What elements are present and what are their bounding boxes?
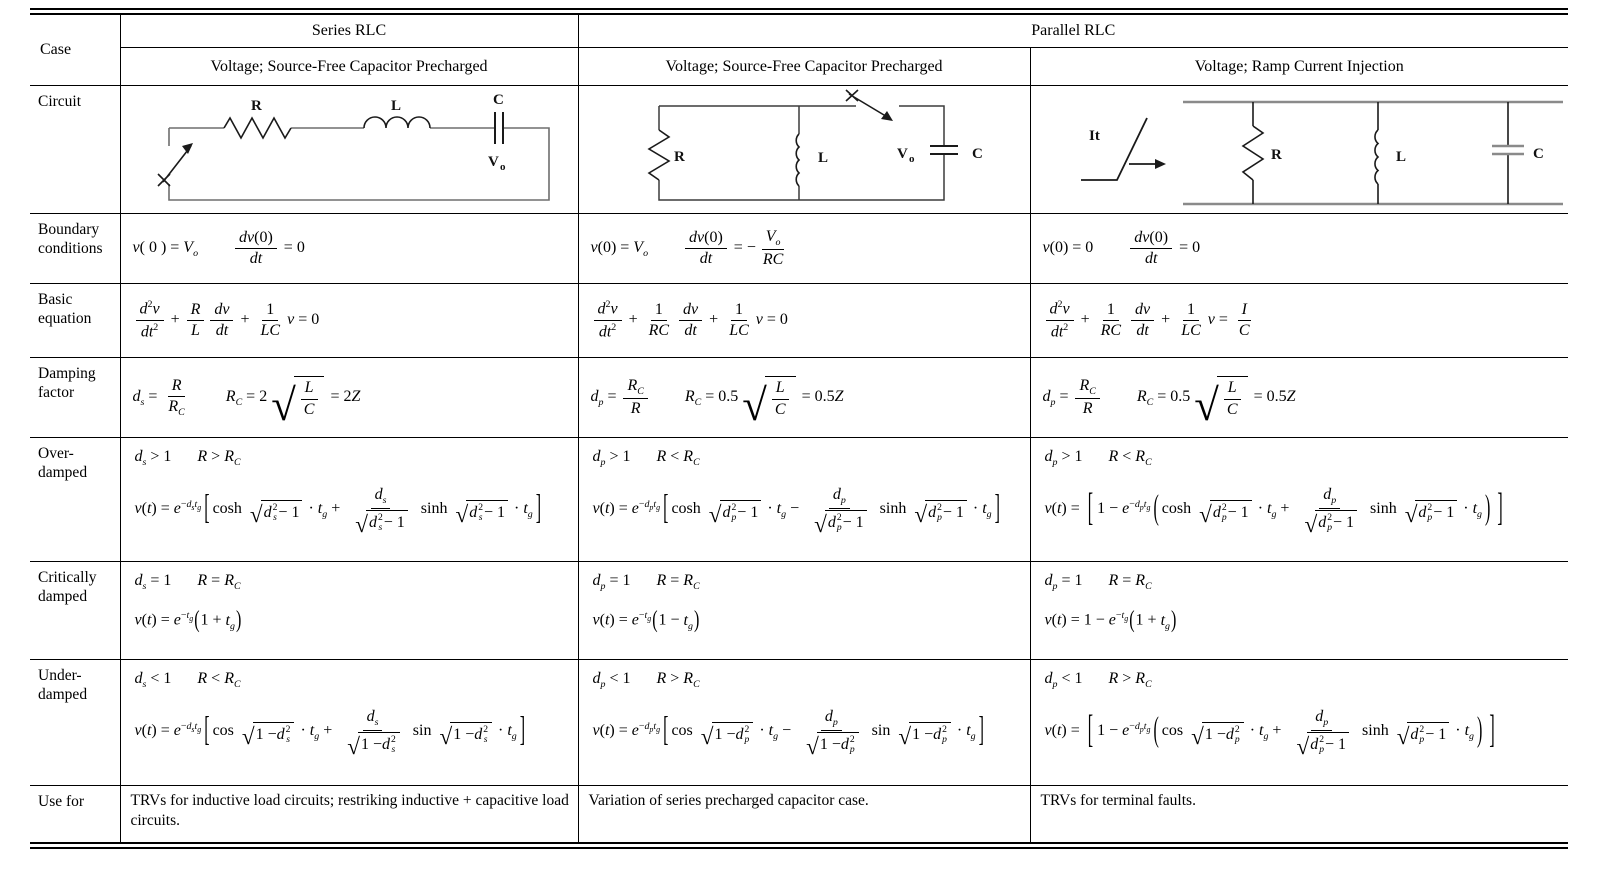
- rlc-comparison-table: [30, 8, 1568, 849]
- underdamped-series-cell: [120, 660, 578, 786]
- series-rlc-group-header: Series RLC: [120, 12, 578, 48]
- underdamped-series-equation: $v(t) = e^{-d_st_g}$ [ cos √ 1 − d 2 s · $t_g$ + $d_s$ √ 1 − d 2 s sin √ 1 − d 2 s · $t_g$ ]: [134, 708, 526, 761]
- vo-subscript: o: [500, 161, 506, 173]
- critical-series-cell: [120, 562, 578, 660]
- case-header: Case: [30, 12, 120, 86]
- series-rlc-circuit-diagram: [129, 88, 569, 206]
- critical-parallel2-condition: $d_p = 1$ $R = R_C$: [1044, 572, 1152, 593]
- switch-arrow: [881, 111, 893, 121]
- resistor-label: R: [1270, 147, 1282, 163]
- overdamped-parallel2-cell: [1030, 438, 1568, 562]
- underdamped-parallel1-equation: $v(t) = e^{-d_pt_g}$ [ cos √ 1 − d 2 p · $t_g$ − $d_p$ √ 1 − d 2 p sin √ 1 − d 2 p · $t_g$ ]: [592, 708, 984, 761]
- critical-parallel1-condition: $d_p = 1$ $R = R_C$: [592, 572, 700, 593]
- parallel1-subheader: Voltage; Source-Free Capacitor Precharged: [578, 48, 1030, 86]
- overdamped-parallel1-equation: $v(t) = e^{-d_pt_g}$ [ cosh √ d 2 p − 1 · $t_g$ − $d_p$ √ d 2 p − 1 sinh √ d 2 p − 1 · $t_g$ ]: [592, 486, 1000, 539]
- overdamped-parallel1-condition: $d_p > 1$ $R < R_C$: [592, 448, 700, 469]
- resistor-symbol: [224, 118, 291, 138]
- overdamped-series-cell: [120, 438, 578, 562]
- vo-label: V: [488, 154, 499, 170]
- row-label-basic: Basic equation: [30, 284, 120, 358]
- parallel-rlc-group-header: Parallel RLC: [578, 12, 1568, 48]
- boundary-series-formula: v( 0 ) = $V_o$ $\frac{dv(0)}{dt}$ = 0: [120, 214, 578, 284]
- capacitor-label: C: [1532, 146, 1544, 162]
- capacitor-symbol: [1492, 146, 1524, 154]
- inductor-symbol: [364, 117, 430, 128]
- overdamped-parallel1-cell: [578, 438, 1030, 562]
- inductor-label: L: [818, 150, 829, 166]
- damping-series-formula: $d_s$ = $\frac{R}{R_C}$ $R_C = 2$ √ L C = 2Z: [120, 358, 578, 438]
- underdamped-parallel1-condition: $d_p < 1$ $R > R_C$: [592, 670, 700, 691]
- inductor-label: L: [1395, 149, 1406, 165]
- resistor-label: R: [674, 149, 685, 165]
- resistor-symbol: [649, 130, 669, 180]
- critical-parallel2-equation: $v(t) = 1 - e^{-t_g}(1 + t_g)$: [1044, 607, 1177, 633]
- current-arrow-head: [1155, 159, 1166, 169]
- critical-parallel1-equation: $v(t) = e^{-t_g}(1 - t_g)$: [592, 607, 700, 633]
- inductor-symbol: [1374, 130, 1377, 184]
- basic-parallel2-formula: $\frac{d^2v}{dt^2}$ + $\frac{1}{RC}$ $\frac{dv}{dt}$ + $\frac{1}{LC}$ v = $\frac{I}{C}$: [1030, 284, 1568, 358]
- row-label-overdamped: Over-damped: [30, 438, 120, 562]
- boundary-parallel2-formula: v(0) = 0 $\frac{dv(0)}{dt}$ = 0: [1030, 214, 1568, 284]
- parallel-rlc-ramp-circuit-diagram: [1033, 88, 1569, 206]
- usefor-series-text: TRVs for inductive load circuits; restriking inductive + capacitive load circuits.: [120, 786, 578, 846]
- inductor-symbol: [796, 134, 799, 186]
- capacitor-label: C: [972, 146, 983, 162]
- underdamped-parallel1-cell: [578, 660, 1030, 786]
- overdamped-series-condition: $d_s > 1$ $R > R_C$: [134, 448, 241, 469]
- underdamped-parallel2-cell: [1030, 660, 1568, 786]
- switch-symbol: [846, 90, 889, 118]
- resistor-label: R: [251, 98, 262, 114]
- overdamped-parallel2-equation: v(t) = [ $1 - e^{-d_pt_g}$ ( cosh √ d 2 p − 1 · $t_g$ + $d_p$ √ d 2 p − 1 sinh √ d 2 p − 1 · $t_g$ ) ]: [1044, 486, 1503, 539]
- boundary-parallel1-formula: $v(0) = V_o$ $\frac{dv(0)}{dt}$ = − $\frac{V_o}{RC}$: [578, 214, 1030, 284]
- ramp-source-label: It: [1088, 128, 1100, 144]
- underdamped-parallel2-condition: $d_p < 1$ $R > R_C$: [1044, 670, 1152, 691]
- underdamped-series-condition: $d_s < 1$ $R < R_C$: [134, 670, 241, 691]
- row-label-underdamped: Under-damped: [30, 660, 120, 786]
- damping-parallel1-formula: $d_p$ = $\frac{R_C}{R}$ $R_C = 0.5$ √ L C = 0.5Z: [578, 358, 1030, 438]
- switch-symbol: [158, 146, 191, 186]
- damping-parallel2-formula: $d_p$ = $\frac{R_C}{R}$ $R_C = 0.5$ √ L C = 0.5Z: [1030, 358, 1568, 438]
- vo-label: V: [897, 146, 908, 162]
- basic-parallel1-formula: $\frac{d^2v}{dt^2}$ + $\frac{1}{RC}$ $\frac{dv}{dt}$ + $\frac{1}{LC}$ v = 0: [578, 284, 1030, 358]
- parallel2-circuit-cell: [1030, 86, 1568, 214]
- parallel1-circuit-cell: [578, 86, 1030, 214]
- row-label-damping: Damping factor: [30, 358, 120, 438]
- critical-series-equation: $v(t) = e^{-t_g}(1 + t_g)$: [134, 607, 242, 633]
- row-label-usefor: Use for: [30, 786, 120, 846]
- overdamped-series-equation: $v(t) = e^{-d_st_g}$ [ cosh √ d 2 s − 1 · $t_g$ + $d_s$ √ d 2 s − 1 sinh √ d 2 s − 1 · $t_g$ ]: [134, 486, 542, 539]
- critical-parallel2-cell: [1030, 562, 1568, 660]
- row-label-boundary: Boundary conditions: [30, 214, 120, 284]
- series-circuit-cell: [120, 86, 578, 214]
- overdamped-parallel2-condition: $d_p > 1$ $R < R_C$: [1044, 448, 1152, 469]
- usefor-parallel1-text: Variation of series precharged capacitor case.: [578, 786, 1030, 846]
- row-label-circuit: Circuit: [30, 86, 120, 214]
- switch-arrow: [182, 143, 193, 154]
- critical-parallel1-cell: [578, 562, 1030, 660]
- usefor-parallel2-text: TRVs for terminal faults.: [1030, 786, 1568, 846]
- capacitor-label: C: [493, 92, 504, 108]
- critical-series-condition: $d_s = 1$ $R = R_C$: [134, 572, 241, 593]
- resistor-symbol: [1243, 126, 1263, 180]
- parallel-rlc-sourcefree-circuit-diagram: [594, 88, 1014, 206]
- capacitor-symbol: [930, 146, 958, 154]
- inductor-label: L: [391, 98, 402, 114]
- capacitor-symbol: [495, 112, 503, 144]
- basic-series-formula: $\frac{d^2v}{dt^2}$ + $\frac{R}{L}$ $\frac{dv}{dt}$ + $\frac{1}{LC}$ v = 0: [120, 284, 578, 358]
- row-label-critical: Critically damped: [30, 562, 120, 660]
- vo-subscript: o: [909, 153, 915, 165]
- parallel2-subheader: Voltage; Ramp Current Injection: [1030, 48, 1568, 86]
- series-subheader: Voltage; Source-Free Capacitor Precharged: [120, 48, 578, 86]
- underdamped-parallel2-equation: v(t) = [ $1 - e^{-d_pt_g}$ ( cos √ 1 − d 2 p · $t_g$ + $d_p$ √ d 2 p − 1 sinh √ d 2 p − 1 · $t_g$ ) ]: [1044, 708, 1495, 761]
